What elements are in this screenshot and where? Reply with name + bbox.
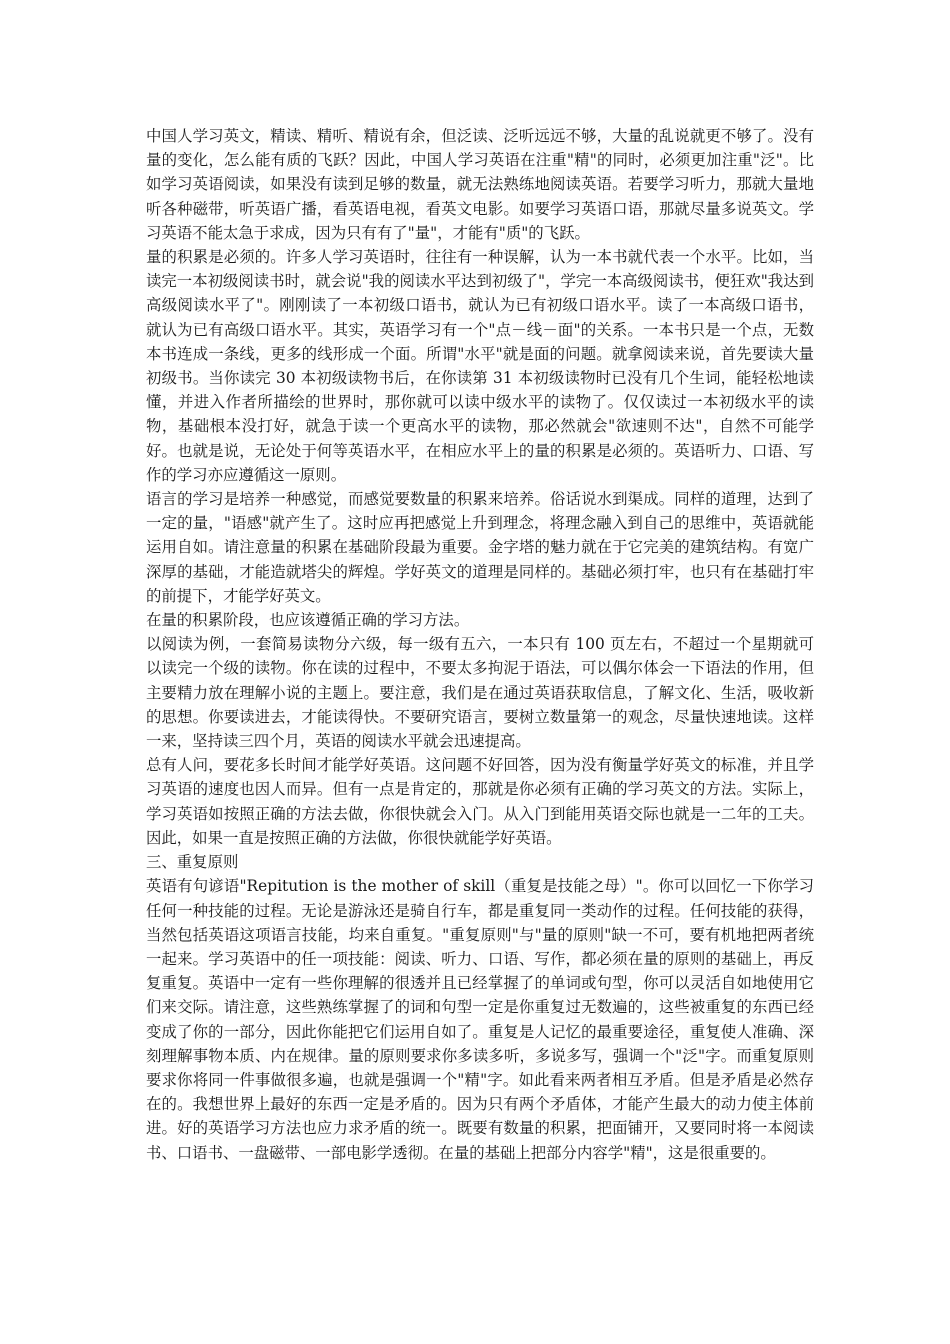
paragraph-2: 量的积累是必须的。许多人学习英语时，往往有一种误解，认为一本书就代表一个水平。比如，当读完一本初级阅读书时，就会说"我的阅读水平达到初级了"，学完一本高级阅读书，便狂欢"我达到高级阅读水平了"。刚刚读了一本初级口语书，就认为已有初级口语水平。读了一本高级口语书，就认为已有高级口语水平。其实，英语学习有一个"点－线－面"的关系。一本书只是一个点，无数本书连成一条线，更多的线形成一个面。所谓"水平"就是面的问题。就拿阅读来说，首先要读大量初级书。当你读完 30 本初级读物书后，在你读第 31 本初级读物时已没有几个生词，能轻松地读懂，并进入作者所描绘的世界时，那你就可以读中级水平的读物了。仅仅读过一本初级水平的读物，基础根本没打好，就急于读一个更高水平的读物，那必然就会"欲速则不达"，自然不可能学好。也就是说，无论处于何等英语水平，在相应水平上的量的积累是必须的。英语听力、口语、写作的学习亦应遵循这一原则。 bbox=[146, 248, 814, 484]
paragraph-6: 总有人问，要花多长时间才能学好英语。这问题不好回答，因为没有衡量学好英文的标准，并且学习英语的速度也因人而异。但有一点是肯定的，那就是你必须有正确的学习英文的方法。实际上，学习英语如按照正确的方法去做，你很快就会入门。从入门到能用英语交际也就是一二年的工夫。因此，如果一直是按照正确的方法做，你很快就能学好英语。 bbox=[146, 756, 814, 847]
paragraph-5: 以阅读为例，一套简易读物分六级，每一级有五六，一本只有 100 页左右，不超过一个星期就可以读完一个级的读物。你在读的过程中，不要太多拘泥于语法，可以偶尔体会一下语法的作用，但主要精力放在理解小说的主题上。要注意，我们是在通过英语获取信息，了解文化、生活，吸收新的思想。你要读进去，才能读得快。不要研究语言，要树立数量第一的观念，尽量快速地读。这样一来，坚持读三四个月，英语的阅读水平就会迅速提高。 bbox=[146, 635, 814, 751]
paragraph-1: 中国人学习英文，精读、精听、精说有余，但泛读、泛听远远不够，大量的乱说就更不够了。没有量的变化，怎么能有质的飞跃？因此，中国人学习英语在注重"精"的同时，必须更加注重"泛"。比如学习英语阅读，如果没有读到足够的数量，就无法熟练地阅读英语。若要学习听力，那就大量地听各种磁带，听英语广播，看英语电视，看英文电影。如要学习英语口语，那就尽量多说英文。学习英语不能太急于求成，因为只有有了"量"，才能有"质"的飞跃。 bbox=[146, 127, 814, 242]
paragraph-3: 语言的学习是培养一种感觉，而感觉要数量的积累来培养。俗话说水到渠成。同样的道理，达到了一定的量，"语感"就产生了。这时应再把感觉上升到理念，将理念融入到自己的思维中，英语就能运用自如。请注意量的积累在基础阶段最为重要。金字塔的魅力就在于它完美的建筑结构。有宽广深厚的基础，才能造就塔尖的辉煌。学好英文的道理是同样的。基础必须打牢，也只有在基础打牢的前提下，才能学好英文。 bbox=[146, 490, 814, 605]
section-heading: 三、重复原则 bbox=[146, 853, 239, 872]
paragraph-7: 英语有句谚语"Repitution is the mother of skill（重复是技能之母）"。你可以回忆一下你学习任何一种技能的过程。无论是游泳还是骑自行车，都是重复同一类动作的过程。任何技能的获得，当然包括英语这项语言技能，均来自重复。"重复原则"与"量的原则"缺一不可，要有机地把两者统一起来。学习英语中的任一项技能：阅读、听力、口语、写作，都必须在量的原则的基础上，再反复重复。英语中一定有一些你理解的很透并且已经掌握了的单词或句型，你可以灵活自如地使用它们来交际。请注意，这些熟练掌握了的词和句型一定是你重复过无数遍的，这些被重复的东西已经变成了你的一部分，因此你能把它们运用自如了。重复是人记忆的最重要途径，重复使人准确、深刻理解事物本质、内在规律。量的原则要求你多读多听，多说多写，强调一个"泛"字。而重复原则要求你将同一件事做很多遍，也就是强调一个"精"字。如此看来两者相互矛盾。但是矛盾是必然存在的。我想世界上最好的东西一定是矛盾的。因为只有两个矛盾体，才能产生最大的动力使主体前进。好的英语学习方法也应力求矛盾的统一。既要有数量的积累，把面铺开，又要同时将一本阅读书、口语书、一盘磁带、一部电影学透彻。在量的基础上把部分内容学"精"，这是很重要的。 bbox=[146, 877, 814, 1162]
paragraph-4: 在量的积累阶段，也应该遵循正确的学习方法。 bbox=[146, 611, 470, 630]
document-body bbox=[146, 124, 814, 1165]
